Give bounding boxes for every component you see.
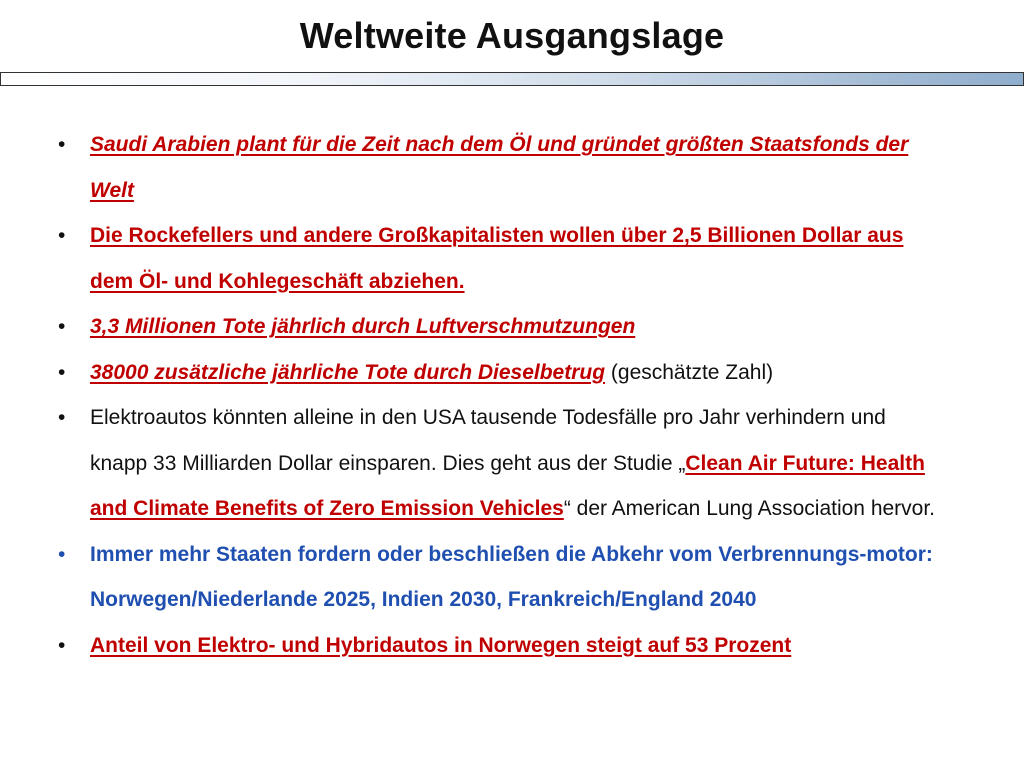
link-rockefellers-divest[interactable]: Die Rockefellers und andere Großkapitalisten wollen über 2,5 Billionen Dollar aus dem Öl- und Kohlegeschäft abziehen. <box>90 224 904 293</box>
bullet-text-combustion-ban: Immer mehr Staaten fordern oder beschließen die Abkehr vom Verbrennungs-motor: Norwegen/Niederlande 2025, Indien 2030, Frankreich/England 2040 <box>90 542 933 611</box>
title-divider <box>0 72 1024 86</box>
bullet-text-study-source: “ der American Lung Association hervor. <box>563 497 936 520</box>
bullet-item-saudi-arabia <box>58 122 938 213</box>
bullet-item-rockefellers <box>58 213 938 304</box>
bullet-text-study-intro: Elektroautos könnten alleine in den USA tausende Todesfälle pro Jahr verhindern und knapp 33 Milliarden Dollar einsparen. Dies geht aus der Studie „ <box>90 406 886 475</box>
bullet-item-diesel-scandal <box>58 350 938 396</box>
bullet-item-electric-cars-study <box>58 395 938 532</box>
bullet-suffix-estimate: (geschätzte Zahl) <box>605 360 774 384</box>
bullet-icon: • <box>58 406 66 429</box>
slide-title: Weltweite Ausgangslage <box>299 15 725 56</box>
bullet-icon: • <box>58 360 66 384</box>
bullet-icon: • <box>58 315 66 338</box>
bullet-item-air-pollution <box>58 304 938 350</box>
link-saudi-arabia-fund[interactable]: Saudi Arabien plant für die Zeit nach dem Öl und gründet größten Staatsfonds der Welt <box>90 133 909 202</box>
bullet-item-norway-share <box>58 623 938 669</box>
link-norway-ev-share[interactable]: Anteil von Elektro- und Hybridautos in Norwegen steigt auf 53 Prozent <box>90 633 792 657</box>
link-air-pollution-deaths[interactable]: 3,3 Millionen Tote jährlich durch Luftverschmutzungen <box>90 315 636 338</box>
bullet-icon: • <box>58 133 66 156</box>
bullet-icon: • <box>58 633 66 657</box>
link-diesel-deaths[interactable]: 38000 zusätzliche jährliche Tote durch Dieselbetrug <box>90 360 606 384</box>
link-clean-air-future-study[interactable]: Clean Air Future: Health and Climate Benefits of Zero Emission Vehicles <box>90 451 925 520</box>
bullet-icon: • <box>58 542 66 566</box>
bullet-list <box>58 122 938 668</box>
bullet-item-combustion-ban <box>58 532 938 623</box>
bullet-icon: • <box>58 224 66 247</box>
